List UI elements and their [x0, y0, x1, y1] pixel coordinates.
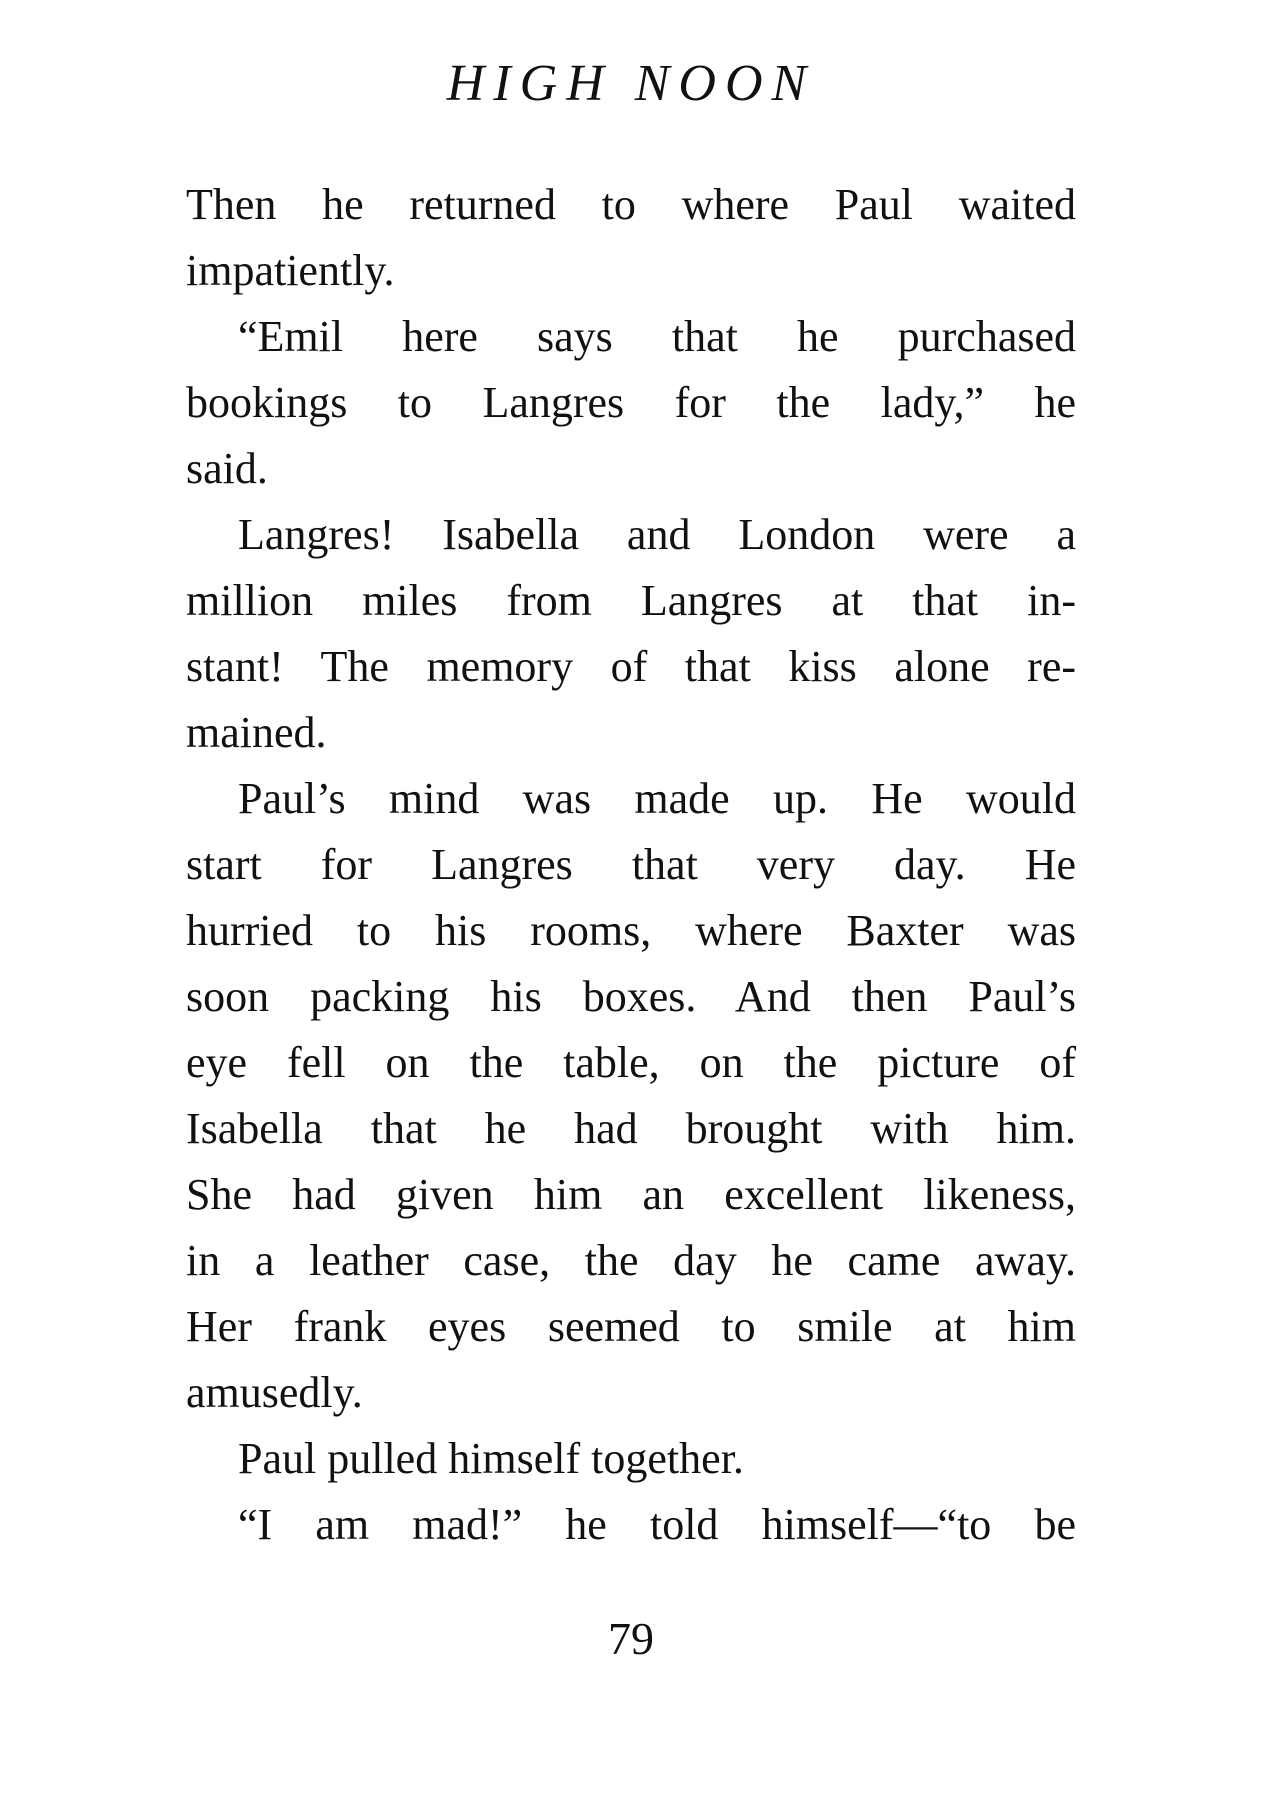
text-line: impatiently. [186, 246, 395, 295]
text-line: bookings to Langres for the lady,” he [186, 378, 1076, 427]
text-line: “I am mad!” he told himself—“to be [238, 1500, 1076, 1549]
text-line: stant! The memory of that kiss alone re- [186, 642, 1076, 691]
text-line: in a leather case, the day he came away. [186, 1236, 1076, 1285]
text-line: soon packing his boxes. And then Paul’s [186, 972, 1076, 1021]
running-head: HIGH NOON [446, 55, 816, 112]
text-line: hurried to his rooms, where Baxter was [186, 906, 1076, 955]
text-line: amusedly. [186, 1368, 363, 1417]
text-line: Then he returned to where Paul waited [186, 180, 1076, 229]
text-line: Her frank eyes seemed to smile at him [186, 1302, 1076, 1351]
text-line: She had given him an excellent likeness, [186, 1170, 1076, 1219]
text-line: Isabella that he had brought with him. [186, 1104, 1076, 1153]
text-line: Paul’s mind was made up. He would [238, 774, 1076, 823]
text-line: start for Langres that very day. He [186, 840, 1076, 889]
text-line: Paul pulled himself together. [238, 1434, 744, 1483]
text-line: Langres! Isabella and London were a [238, 510, 1076, 559]
page-number: 79 [608, 1613, 654, 1664]
text-line: “Emil here says that he purchased [238, 312, 1076, 361]
text-line: million miles from Langres at that in- [186, 576, 1076, 625]
text-line: said. [186, 444, 268, 493]
text-line: eye fell on the table, on the picture of [186, 1038, 1076, 1087]
body-text [186, 172, 1076, 1558]
text-line: mained. [186, 708, 327, 757]
